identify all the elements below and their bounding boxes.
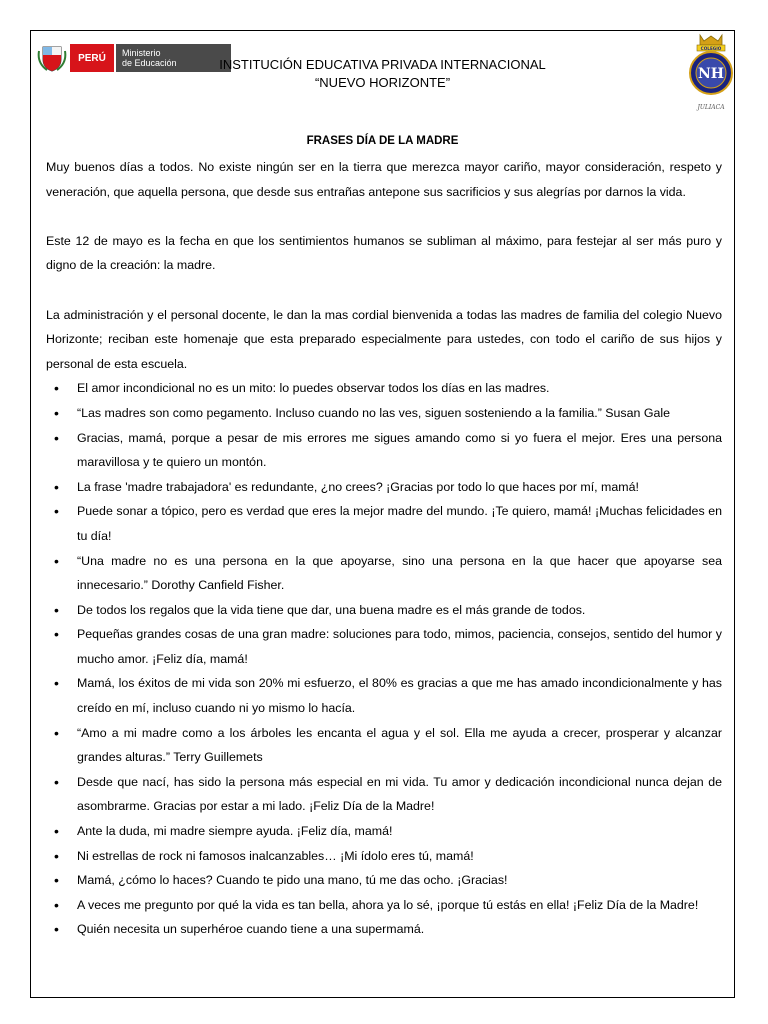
quote-item: • Pequeñas grandes cosas de una gran madre: soluciones para todo, mimos, paciencia, consejos, sentido del humor y mucho amor. ¡Feliz día, mamá! — [46, 622, 722, 671]
quote-item: • Ante la duda, mi madre siempre ayuda. ¡Feliz día, mamá! — [46, 819, 722, 844]
institution-name — [31, 56, 734, 92]
quote-item: • Mamá, ¿cómo lo haces? Cuando te pido una mano, tú me das ocho. ¡Gracias! — [46, 868, 722, 893]
crest-letters: NH — [697, 66, 725, 82]
ministry-line-1: Ministerio — [122, 48, 161, 58]
quote-item: • Gracias, mamá, porque a pesar de mis errores me sigues amando como si yo fuera el mejor. Eres una persona maravillosa y te quiero un montón. — [46, 426, 722, 475]
quote-item: • “Amo a mi madre como a los árboles les encanta el agua y el sol. Ella me ayuda a crecer, prosperar y alcanzar grandes alturas.” Terry Guillemets — [46, 721, 722, 770]
quote-item: • “Una madre no es una persona en la que apoyarse, sino una persona en la que hacer que apoyarse sea innecesario.” Dorothy Canfield Fisher. — [46, 549, 722, 598]
quote-item: • Mamá, los éxitos de mi vida son 20% mi esfuerzo, el 80% es gracias a que me has amado incondicionalmente y has creído en mí, incluso cuando ni yo mismo lo hacía. — [46, 671, 722, 720]
document-title: FRASES DÍA DE LA MADRE — [306, 135, 459, 147]
document-header — [31, 31, 734, 126]
quote-item: • De todos los regalos que la vida tiene que dar, una buena madre es el más grande de todos. — [46, 598, 722, 623]
paragraph-1: Muy buenos días a todos. No existe ningún ser en la tierra que merezca mayor cariño, mayor consideración, respeto y veneración, que aquella persona, que desde sus entrañas antepone sus sacrificios y sus alegrías por darnos la vida. — [46, 160, 722, 199]
quotes-list — [46, 376, 722, 942]
school-crest-icon — [686, 33, 736, 113]
quote-item: • La frase 'madre trabajadora' es redundante, ¿no crees? ¡Gracias por todo lo que haces por mí, mamá! — [46, 475, 722, 500]
document-page — [30, 30, 735, 998]
crest-bottom-text: JULIACA — [697, 104, 725, 111]
quote-item: • A veces me pregunto por qué la vida es tan bella, ahora ya lo sé, ¡porque tú estás en ella! ¡Feliz Día de la Madre! — [46, 893, 722, 918]
ministry-line-2: de Educación — [122, 58, 177, 68]
quote-item: • El amor incondicional no es un mito: lo puedes observar todos los días en las madres. — [46, 376, 722, 401]
institution-line-2: “NUEVO HORIZONTE” — [314, 75, 451, 90]
quote-item: • Quién necesita un superhéroe cuando tiene a una supermamá. — [46, 917, 722, 942]
quote-item: • Puede sonar a tópico, pero es verdad que eres la mejor madre del mundo. ¡Te quiero, mamá! ¡Muchas felicidades en tu día! — [46, 499, 722, 548]
quote-item: • “Las madres son como pegamento. Incluso cuando no las ves, siguen sosteniendo a la familia.” Susan Gale — [46, 401, 722, 426]
quote-item: • Desde que nací, has sido la persona más especial en mi vida. Tu amor y dedicación incondicional nunca dejan de asombrarme. Gracias por estar a mi lado. ¡Feliz Día de la Madre! — [46, 770, 722, 819]
quote-item: • Ni estrellas de rock ni famosos inalcanzables… ¡Mi ídolo eres tú, mamá! — [46, 844, 722, 869]
peru-brand: PERÚ — [70, 44, 114, 72]
paragraph-2: Este 12 de mayo es la fecha en que los sentimientos humanos se subliman al máximo, para festejar al ser más puro y digno de la creación: la madre. — [46, 233, 722, 273]
institution-line-1: INSTITUCIÓN EDUCATIVA PRIVADA INTERNACIONAL — [219, 57, 546, 72]
document-body — [46, 155, 722, 942]
paragraph-3: La administración y el personal docente, le dan la mas cordial bienvenida a todas las madres de familia del colegio Nuevo Horizonte; reciban este homenaje que esta preparado especialmente para ustedes, con todo el cariño de sus hijos y personal de esta escuela. — [46, 307, 722, 371]
crest-top-text: COLEGIO — [700, 45, 722, 51]
